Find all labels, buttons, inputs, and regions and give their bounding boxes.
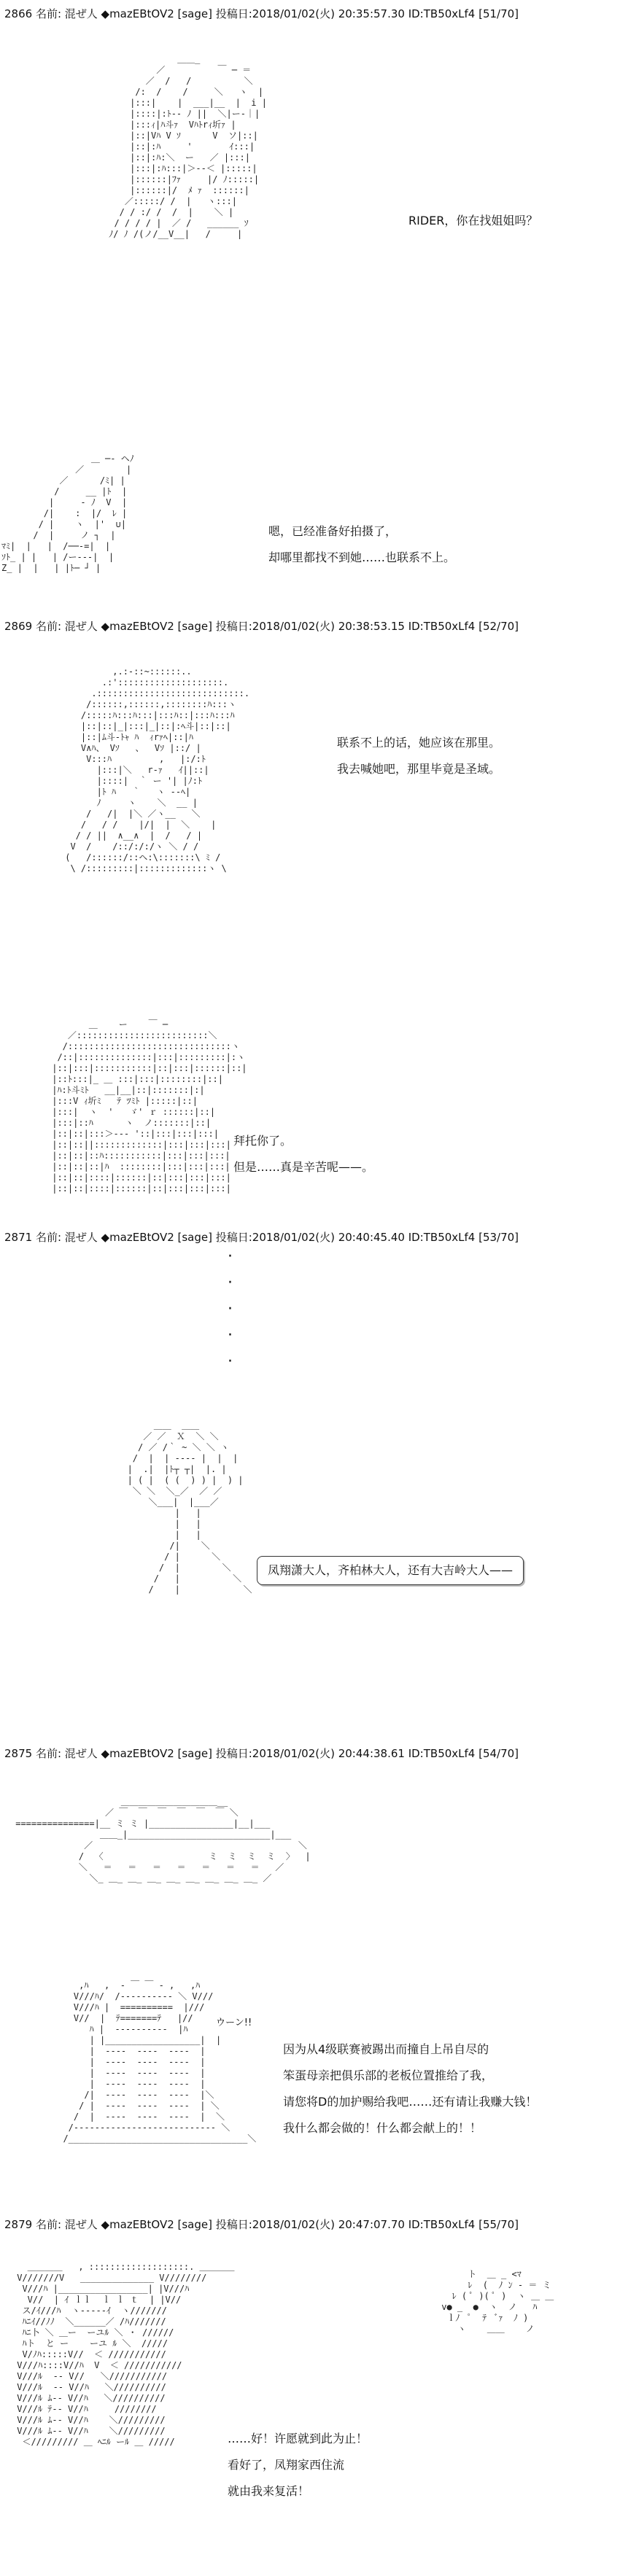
ascii-art-girl-2: ＿ ─‐ ヘﾉ ／ | ／ /ﾐ| | / __ |ﾄ | | ‐ ﾉ V | /| : |/ ﾚ | / | ヽ |' ∪| / | ノ ┐ | ﾏﾐ| | | /──‐=| | ｿﾄ_ | | | /ー‐‐‐| | Ζ_ | | | |ﾄ─ ┘ |	[1, 454, 134, 573]
ascii-art-crowd: ＿＿＿＿ , :::::::::::::::::::. ＿＿＿＿ V///////V ______________ V//////// V///ﾊ |_________________| |V///ﾊ V// | ｲ ｌｌ ｌ ｌ ｔ | |V// ス/ｲ///ﾊ ヽ‐‐‐‐‐ｲ ヽ/////// ﾊﾆｲ//ﾉﾉ ＼______／ /ﾊ/////// ﾊﾆ卜 ＼ ＿ー ーユﾙ ＼ ・ ////// ﾊト と ー ーユ ﾙ ＼ ///// V/ﾉﾊ:::::V// ＜ /////////// V///ﾊ::::V//ﾊ V ＜ /////////// V///ﾙ ‐‐ V// ＼/////////// V///ﾙ ‐‐ V//ﾊ ＼////////// V///ﾙ ﾑ‐‐ V//ﾊ ＼////////// V///ﾙ ﾃ‐‐ V//ﾊ //////// V///ﾙ ﾑ‐‐ V//ﾊ ＼///////// V///ﾙ ﾑ‐‐ V//ﾊ ＼///////// ＜///////// ＿ ﾍﾆﾙ ーﾙ ＿ /////	[17, 2262, 235, 2447]
dialogue-line: 笨蛋母亲把俱乐部的老板位置推给了我，	[283, 2069, 494, 2082]
ascii-art-tank: ＿＿＿＿＿＿＿＿＿＿＿__ ／ ￣ ￣ ￣ ￣ ￣ ￣ ＼ ===============|__ ミ ミ |________________|__|___ ＿＿_|___________________________|___ ／ ＼ / 〈 ミ ミ ミ ミ 〉 | ＼ ＝ ＝ ＝ ＝ ＝ ＝ ＝ ／ ＼_ ＿_ ＿_ ＿_ ＿_ ＿_ ＿_ ＿_ ＿_ ／	[15, 1797, 311, 1883]
ascii-art-girl-3: ,.:-::~::::::.. .:'::::::::::::::::::::. .::::::::::::::::::::::::::::. /::::::,::::::,::::::::ﾊ:::ヽ /:::::ﾊ:::ﾊ:::|:::ﾊ::|:::ﾊ:::ﾊ |::|::|_|:::|_|::|:ﾍ斗|::|::| |::|ﾑ斗-ﾄｬ ﾊ ｨrｧﾍ|::|ﾊ V∧ﾊ、 Vｿ 、 Vｿ |::/ | V:::ﾊ , |:/:ﾄ |:::|＼ r‐ｧ ｲ||::| |::::| ｀ ー '| |ﾉ:ﾄ |ﾄ ﾊ ｀ ヽ ‐-ﾍ| ﾉ ヽ ＼ __ | / /| |＼ ／ヽ__ ＼ / / / |/| | ＼ | / / || ∧__∧ | / / | V / /::/:/:/ヽ ＼ / / ( /::::::/::ヘ:\:::::::\ ﾐ / \ /:::::::::|:::::::::::::ヽ \	[65, 666, 250, 873]
dialogue-line: 却哪里都找不到她……也联系不上。	[268, 550, 456, 564]
dialogue-line: 我什么都会做的！什么都会献上的！！	[283, 2121, 482, 2135]
dialogue-line: 因为从4级联赛被踢出而撞自上吊自尽的	[283, 2042, 489, 2056]
ascii-art-girl-1: ＿＿_ ／ ￣ ─ ＝ ／ / / ＼ /: / / ＼ ヽ | |:::| | ___|__ | i | |::::|:ﾄ-‐ ﾉ || ＼|ー-｜| |:::ｨ|ﾊ斗ｧ Vﾊﾄrｨ圻ｧ | |::|Vﾊ V ｿ V ソ|::| |::|:ﾊ ' ｲ:::| |::|:ﾊ:＼ ー ／ |:::| |:::|:ﾊ:::|＞--＜ |:::::| |::::::|ﾌｧ |/ ﾉ:::::| |::::::|/ ﾒ ｧ ::::::| ／:::::/ / | ヽ:::| / / :/ / / | ＼ | / / / / | ／ / ______ ｿ ﾉ/ ﾉ /(ノ/__V__| / |	[109, 54, 267, 239]
sound-effect: ウーン!!	[216, 2017, 252, 2028]
dialogue-line: 拜托你了。	[233, 1134, 292, 1148]
post-header: 2871 名前: 混ぜ人 ◆mazEBtOV2 [sage] 投稿日:2018/01/02(火) 20:40:45.40 ID:TB50xLf4 [53/70]	[4, 1231, 519, 1244]
dialogue-line: ……好！许愿就到此为止！	[228, 2432, 368, 2445]
dialogue-box: 凤翔潇大人，齐柏林大人，还有大吉岭大人——	[257, 1556, 524, 1585]
dialogue-line: 但是……真是辛苦呢——。	[233, 1160, 374, 1174]
post-header: 2866 名前: 混ぜ人 ◆mazEBtOV2 [sage] 投稿日:2018/01/02(火) 20:35:57.30 ID:TB50xLf4 [51/70]	[4, 7, 519, 20]
ellipsis-dots: · · · · ·	[228, 1248, 233, 1371]
ascii-art-kneeling-girl: ,ﾊ , ‐ ￣ ￣ ‐ , ,ﾊ V///ﾊ/ /‐‐‐‐‐‐‐‐‐‐ ＼ V/// V///ﾊ | ========== |/// V// | ﾃ=======ﾃ |// ﾊ | ‐‐‐‐‐‐‐‐‐‐ |ﾊ | |__________________| | | ‐‐‐‐ ‐‐‐‐ ‐‐‐‐ | | ‐‐‐‐ ‐‐‐‐ ‐‐‐‐ | | ‐‐‐‐ ‐‐‐‐ ‐‐‐‐ | | ‐‐‐‐ ‐‐‐‐ ‐‐‐‐ | /| ‐‐‐‐ ‐‐‐‐ ‐‐‐‐ |＼ / | ‐‐‐‐ ‐‐‐‐ ‐‐‐‐ | ＼ / | ‐‐‐‐ ‐‐‐‐ ‐‐‐‐ | ＼ /‐‐‐‐‐‐‐‐‐‐‐‐‐‐‐‐‐‐‐‐‐‐‐‐‐‐‐ ＼ /__________________________________＼	[63, 1980, 257, 2144]
dialogue-line: 嗯，已经准备好拍摄了，	[268, 524, 398, 538]
dialogue-line: 请您将D的加护赐给我吧……还有请让我赚大钱！	[283, 2095, 538, 2109]
dialogue-line: 我去喊她吧，那里毕竟是圣域。	[337, 762, 501, 776]
ascii-art-praying-figure: ＿＿ ＿＿ ／ ／ Ｘ ＼ ＼ / ／ /｀ ~ ＼ ＼ ヽ / | | ---- | | | | .| |ﾄ┬ ┬| |. | | ( | ( ( ) ) | ) | ＼ ＼ ＼_／ ／ ／ ＼___| |___／ | | | | | | /| ＼ / | ＼ / | ＼ / | ＼ / | ＼	[127, 1420, 252, 1595]
post-header: 2879 名前: 混ぜ人 ◆mazEBtOV2 [sage] 投稿日:2018/01/02(火) 20:47:07.70 ID:TB50xLf4 [55/70]	[4, 2218, 519, 2231]
dialogue-line: 看好了，凤翔家西住流	[228, 2458, 345, 2472]
post-header: 2869 名前: 混ぜ人 ◆mazEBtOV2 [sage] 投稿日:2018/01/02(火) 20:38:53.15 ID:TB50xLf4 [52/70]	[4, 620, 519, 633]
post-header: 2875 名前: 混ぜ人 ◆mazEBtOV2 [sage] 投稿日:2018/01/02(火) 20:44:38.61 ID:TB50xLf4 [54/70]	[4, 1747, 519, 1760]
dialogue-line: 联系不上的话，她应该在那里。	[337, 736, 501, 750]
dialogue-line: RIDER，你在找姐姐吗？	[408, 214, 538, 227]
dialogue-line: 就由我来复活！	[228, 2484, 310, 2498]
ascii-art-small-face: ト ＿ _ <ﾏ ﾚ ( ﾉ ﾝ ‐ ＝ ミ ﾚ ( ﾟ )( ﾟ ) ヽ ＿ ＿ v● _ ● ヽ ノ ﾊ ｌﾉ ﾟ ﾃ ﾞｧ ﾉ ) ヽ ＿＿ ノ	[441, 2269, 554, 2334]
ascii-art-girl-4: ＿ ー ￣ ─ ／:::::::::::::::::::::::::＼ /:::::::::::::::::::::::::::::::ヽ /::|::::::::::::::|:::|:::::::::|:ヽ |::|:::|:::::::::::|::|:::|::::::|::| |::ﾄ:::|_ ＿ :::|:::|::::::::|::| |ﾊ:ﾄ斗ﾐﾄ __|__|::|:::::::|:| |:::V ｨ圻ﾐ ﾃ ﾂﾐﾄ |:::::|::| |:::| ヽ ' ゞ' ｒ ::::::|::| |:::|::ﾊ ヽ ノ:::::::|::| |::|::|:::＞--‐ '::|:::|:::|:::| |::|::||:::::::::::::|:::|:::|:::| |::|::|::ﾊ:::::::::::|:::|:::|:::| |::|::|::|ﾊ ::::::::|:::|:::|:::| |::|::|::::|::::::|::|:::|:::|:::| |::|::|::::|::::::|::|:::|:::|:::|	[52, 1019, 247, 1194]
